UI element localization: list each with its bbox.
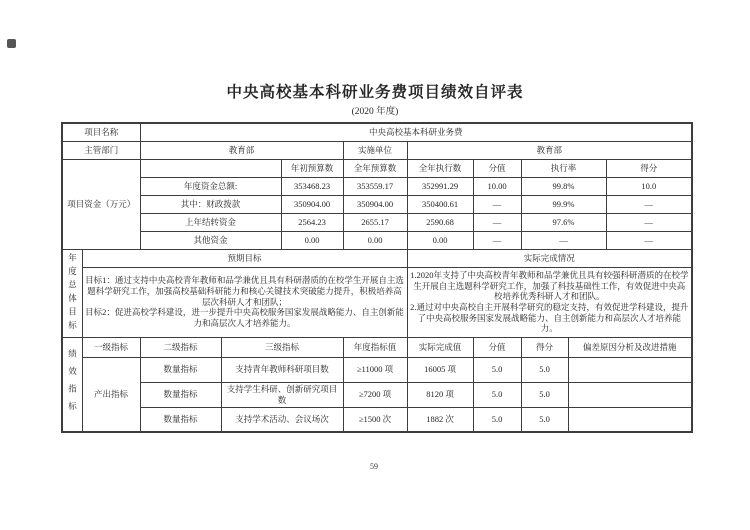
funding-header-initial-budget: 年初预算数 [281,159,343,177]
indicator-deviation [568,382,692,407]
funding-cell: 350904.00 [281,195,343,213]
indicator-level1-value: 产出指标 [82,357,140,432]
indicator-actual: 8120 项 [407,382,473,407]
indicator-row [62,357,692,382]
funding-cell: — [473,213,521,231]
indicator-score: 5.0 [521,407,568,432]
indicators-side-label [62,337,82,432]
funding-header-annual-budget: 全年预算数 [343,159,407,177]
form-title: 中央高校基本科研业务费项目绩效自评表 [226,84,524,101]
funding-cell: 97.6% [521,213,606,231]
funding-row-total [62,177,692,195]
indicator-target: ≥11000 项 [343,357,407,382]
dept-label: 主管部门 [62,141,140,159]
project-name-value: 中央高校基本科研业务费 [140,123,692,141]
indicator-row [62,407,692,432]
indicator-level2: 数量指标 [140,357,221,382]
funding-cell: — [606,231,692,249]
funding-row-name: 年度资金总额: [140,177,281,195]
project-name-label: 项目名称 [62,123,140,141]
indicator-deviation [568,357,692,382]
funding-cell: 353468.23 [281,177,343,195]
indicator-header-deviation: 偏差原因分析及改进措施 [568,337,692,357]
funding-cell: — [473,231,521,249]
indicator-score: 5.0 [521,357,568,382]
indicator-level2: 数量指标 [140,382,221,407]
indicator-target: ≥1500 次 [343,407,407,432]
annual-goals-side-label [62,249,82,337]
funding-section-label: 项目资金（万元） [62,159,140,249]
funding-cell: — [521,231,606,249]
indicator-target: ≥7200 项 [343,382,407,407]
funding-cell: 0.00 [281,231,343,249]
impl-unit-label: 实施单位 [343,141,407,159]
dept-value: 教育部 [140,141,343,159]
table-row [62,123,692,141]
funding-cell: 350904.00 [343,195,407,213]
table-row [62,141,692,159]
funding-header-executed: 全年执行数 [407,159,473,177]
funding-header-exec-rate: 执行率 [521,159,606,177]
expected-goal-paragraph-1: 目标1：通过支持中央高校青年教师和品学兼优且具有科研潜质的在校学生开展自主选题科学研究工作，加强高校基础科研能力和核心关键技术突破能力提升，积极培养高层次科研人才和团队； [85,275,404,307]
table-row [62,249,692,267]
actual-completion-paragraph-1: 1.2020年支持了中央高校青年教师和品学兼优且具有较强科研潜质的在校学生开展自主选题科学研究工作，加强了科技基础性工作，有效促进中央高校培养优秀科研人才和团队。 [410,270,689,302]
indicator-level3: 支持学术活动、会议场次 [221,407,343,432]
page-number: 59 [370,462,378,471]
form-year: (2020 年度) [351,107,399,117]
expected-goal-text [82,267,407,337]
funding-header-points: 分值 [473,159,521,177]
indicator-points: 5.0 [473,407,521,432]
funding-row-carryover [62,213,692,231]
funding-cell: 2590.68 [407,213,473,231]
funding-row-fiscal [62,195,692,213]
indicator-row [62,382,692,407]
funding-cell: 0.00 [343,231,407,249]
table-row [62,159,692,177]
funding-cell: — [606,213,692,231]
indicator-score: 5.0 [521,382,568,407]
indicator-header-level2: 二级指标 [140,337,221,357]
indicator-header-actual: 实际完成值 [407,337,473,357]
table-row [62,337,692,357]
indicator-header-target: 年度指标值 [343,337,407,357]
funding-cell: 99.9% [521,195,606,213]
funding-blank-cell [140,159,281,177]
actual-completion-text [407,267,692,337]
funding-cell: — [473,195,521,213]
expected-goal-header: 预期目标 [82,249,407,267]
indicator-actual: 1882 次 [407,407,473,432]
funding-cell: 352991.29 [407,177,473,195]
funding-cell: 353559.17 [343,177,407,195]
funding-cell: 2655.17 [343,213,407,231]
indicator-points: 5.0 [473,357,521,382]
impl-unit-value: 教育部 [407,141,692,159]
funding-header-score: 得分 [606,159,692,177]
funding-cell: 2564.23 [281,213,343,231]
indicator-level3: 支持青年教师科研项目数 [221,357,343,382]
funding-cell: 10.0 [606,177,692,195]
expected-goal-paragraph-2: 目标2：促进高校学科建设，进一步提升中央高校服务国家发展战略能力、自主创新能力和高层次人才培养能力。 [85,307,404,328]
self-evaluation-table [61,122,693,433]
indicator-deviation [568,407,692,432]
indicator-header-level3: 三级指标 [221,337,343,357]
indicator-header-level1: 一级指标 [82,337,140,357]
funding-row-other [62,231,692,249]
table-row [62,267,692,337]
indicator-header-score: 得分 [521,337,568,357]
indicator-level2: 数量指标 [140,407,221,432]
funding-cell: 350400.61 [407,195,473,213]
indicator-level3: 支持学生科研、创新研究项目数 [221,382,343,407]
funding-cell: 10.00 [473,177,521,195]
funding-row-name: 上年结转资金 [140,213,281,231]
funding-row-name: 其中：财政拨款 [140,195,281,213]
funding-cell: 99.8% [521,177,606,195]
funding-cell: — [606,195,692,213]
indicator-header-points: 分值 [473,337,521,357]
funding-row-name: 其他资金 [140,231,281,249]
indicators-side-label-text: 绩效指标 [67,349,78,420]
actual-completion-paragraph-2: 2.通过对中央高校自主开展科学研究的稳定支持，有效促进学科建设，提升了中央高校服务国家发展战略能力、自主创新能力和高层次人才培养能力。 [410,302,689,334]
corner-mark [7,39,16,48]
funding-cell: 0.00 [407,231,473,249]
annual-goals-side-label-text: 年度总体目标 [67,252,78,334]
actual-completion-header: 实际完成情况 [407,249,692,267]
indicator-actual: 16005 项 [407,357,473,382]
indicator-points: 5.0 [473,382,521,407]
